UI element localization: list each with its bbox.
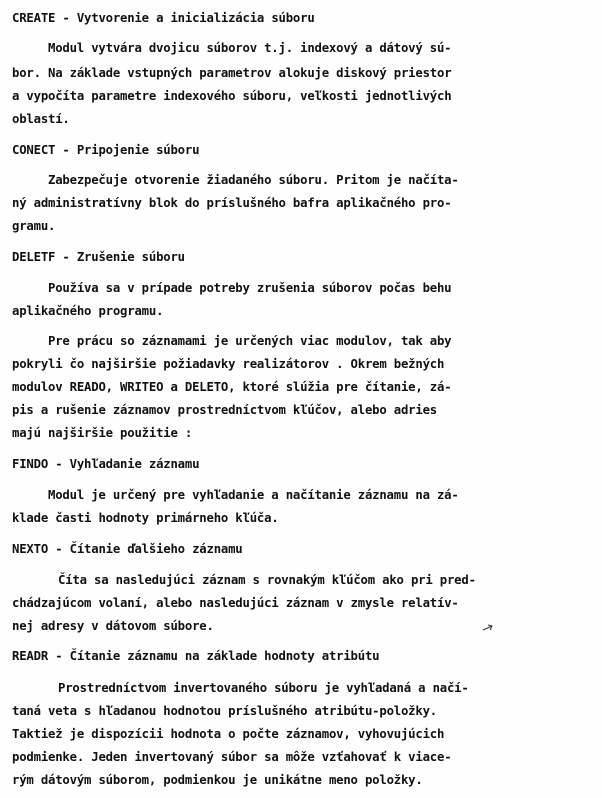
paragraph-line: rým dátovým súborom, podmienkou je unikátne meno položky.	[12, 773, 423, 787]
pen-mark	[482, 624, 494, 632]
paragraph-line: oblastí.	[12, 112, 70, 126]
paragraph-line: klade časti hodnoty primárneho kľúča.	[12, 511, 279, 525]
paragraph-line: gramu.	[12, 219, 56, 233]
paragraph-line: Používa sa v prípade potreby zrušenia súborov počas behu	[48, 281, 452, 295]
paragraph-line: nej adresy v dátovom súbore.	[12, 619, 214, 633]
paragraph-line: a vypočíta parametre indexového súboru, veľkosti jednotlivých	[12, 89, 452, 103]
section-heading-conect: CONECT - Pripojenie súboru	[12, 143, 200, 157]
section-heading-create: CREATE - Vytvorenie a inicializácia súboru	[12, 11, 315, 25]
paragraph-line: Modul vytvára dvojicu súborov t.j. indexový a dátový sú-	[48, 41, 452, 55]
paragraph-line: aplikačného programu.	[12, 304, 164, 318]
paragraph-line: bor. Na základe vstupných parametrov alokuje diskový priestor	[12, 66, 452, 80]
paragraph-line: Taktiež je dispozícii hodnota o počte záznamov, vyhovujúcich	[12, 727, 445, 741]
section-heading-nexto: NEXTO - Čítanie ďalšieho záznamu	[12, 542, 243, 556]
paragraph-line: pis a rušenie záznamov prostredníctvom kľúčov, alebo adries	[12, 403, 437, 417]
paragraph-line: Modul je určený pre vyhľadanie a načítanie záznamu na zá-	[48, 488, 459, 502]
paragraph-line: Číta sa nasledujúci záznam s rovnakým kľúčom ako pri pred-	[58, 573, 476, 587]
paragraph-line: modulov READO, WRITEO a DELETO, ktoré slúžia pre čítanie, zá-	[12, 380, 452, 394]
paragraph-line: pokryli čo najširšie požiadavky realizátorov . Okrem bežných	[12, 357, 445, 371]
paragraph-line: ný administratívny blok do príslušného bafra aplikačného pro-	[12, 196, 452, 210]
paragraph-line: Pre prácu so záznamami je určených viac modulov, tak aby	[48, 334, 452, 348]
section-heading-findo: FINDO - Vyhľadanie záznamu	[12, 457, 200, 471]
paragraph-line: Prostredníctvom invertovaného súboru je vyhľadaná a načí-	[58, 681, 469, 695]
section-heading-readr: READR - Čítanie záznamu na základe hodnoty atribútu	[12, 649, 380, 663]
paragraph-line: Zabezpečuje otvorenie žiadaného súboru. Pritom je načíta-	[48, 173, 459, 187]
paragraph-line: taná veta s hľadanou hodnotou príslušného atribútu-položky.	[12, 704, 437, 718]
paragraph-line: chádzajúcom volaní, alebo nasledujúci záznam v zmysle relatív-	[12, 596, 459, 610]
section-heading-deletf: DELETF - Zrušenie súboru	[12, 250, 185, 264]
paragraph-line: podmienke. Jeden invertovaný súbor sa môže vzťahovať k viace-	[12, 750, 452, 764]
paragraph-line: majú najširšie použitie :	[12, 426, 193, 440]
